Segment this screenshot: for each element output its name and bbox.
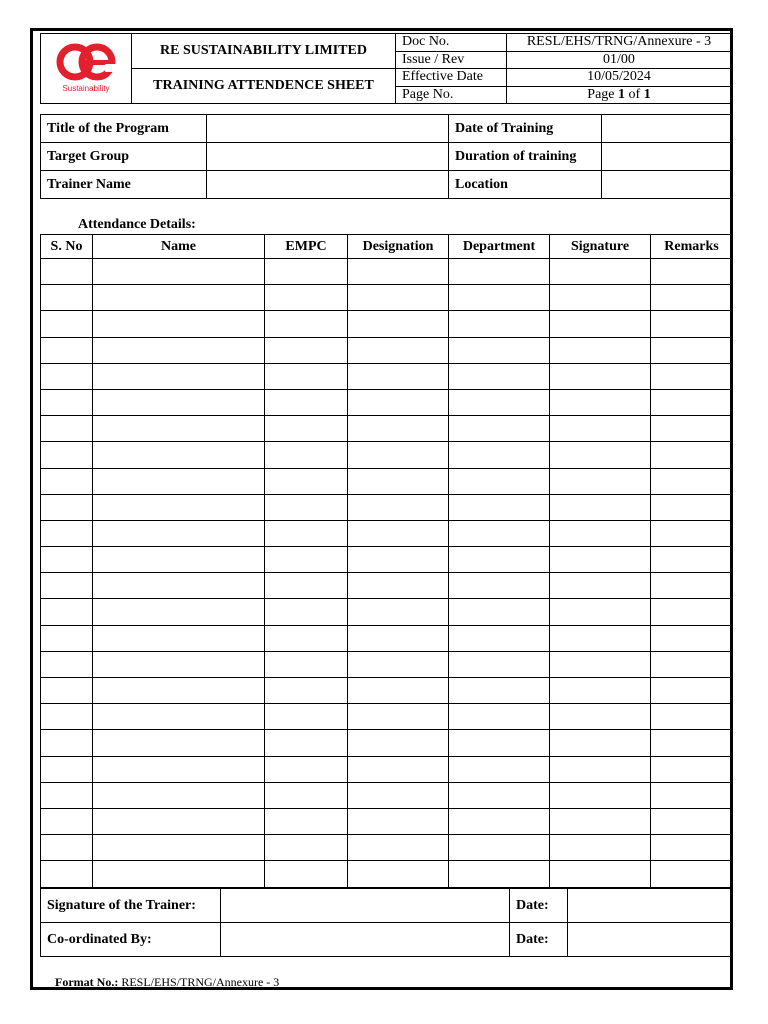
remarks-cell[interactable] xyxy=(651,599,733,625)
remarks-cell[interactable] xyxy=(651,808,733,834)
page-total: 1 xyxy=(643,86,651,102)
name-cell[interactable] xyxy=(93,782,265,808)
effective-date-value: 10/05/2024 xyxy=(507,69,732,87)
designation-cell[interactable] xyxy=(348,599,449,625)
empc-cell[interactable] xyxy=(265,678,348,704)
sno-cell[interactable] xyxy=(41,259,93,285)
attendance-row xyxy=(41,311,733,337)
sno-cell[interactable] xyxy=(41,678,93,704)
col-header-designation: Designation xyxy=(348,235,449,259)
department-cell[interactable] xyxy=(449,285,550,311)
department-cell[interactable] xyxy=(449,547,550,573)
attendance-row xyxy=(41,704,733,730)
title-of-program-label: Title of the Program xyxy=(41,115,207,143)
remarks-cell[interactable] xyxy=(651,520,733,546)
attendance-row xyxy=(41,547,733,573)
name-cell[interactable] xyxy=(93,468,265,494)
footer-signature-table xyxy=(40,888,732,957)
signature-cell[interactable] xyxy=(550,389,651,415)
attendance-row xyxy=(41,782,733,808)
logo-tagline: Sustainability xyxy=(62,83,110,93)
coordinated-date-label: Date: xyxy=(510,923,568,957)
sno-cell[interactable] xyxy=(41,337,93,363)
name-cell[interactable] xyxy=(93,651,265,677)
trainer-date-field[interactable] xyxy=(568,889,732,923)
remarks-cell[interactable] xyxy=(651,547,733,573)
trainer-signature-label: Signature of the Trainer: xyxy=(41,889,221,923)
signature-cell[interactable] xyxy=(550,704,651,730)
doc-no-label: Doc No. xyxy=(396,34,507,52)
signature-cell[interactable] xyxy=(550,782,651,808)
name-cell[interactable] xyxy=(93,573,265,599)
remarks-cell[interactable] xyxy=(651,285,733,311)
designation-cell[interactable] xyxy=(348,756,449,782)
designation-cell[interactable] xyxy=(348,311,449,337)
attendance-row xyxy=(41,416,733,442)
designation-cell[interactable] xyxy=(348,861,449,887)
signature-cell[interactable] xyxy=(550,625,651,651)
designation-cell[interactable] xyxy=(348,730,449,756)
attendance-row xyxy=(41,651,733,677)
sno-cell[interactable] xyxy=(41,599,93,625)
col-header-empc: EMPC xyxy=(265,235,348,259)
attendance-table xyxy=(40,234,733,888)
sno-cell[interactable] xyxy=(41,416,93,442)
department-cell[interactable] xyxy=(449,337,550,363)
department-cell[interactable] xyxy=(449,468,550,494)
signature-cell[interactable] xyxy=(550,651,651,677)
format-number-label: Format No.: xyxy=(55,975,119,989)
empc-cell[interactable] xyxy=(265,337,348,363)
department-cell[interactable] xyxy=(449,573,550,599)
designation-cell[interactable] xyxy=(348,468,449,494)
designation-cell[interactable] xyxy=(348,337,449,363)
name-cell[interactable] xyxy=(93,756,265,782)
empc-cell[interactable] xyxy=(265,547,348,573)
signature-cell[interactable] xyxy=(550,861,651,887)
designation-cell[interactable] xyxy=(348,520,449,546)
name-cell[interactable] xyxy=(93,389,265,415)
empc-cell[interactable] xyxy=(265,285,348,311)
program-info-table xyxy=(40,114,732,199)
empc-cell[interactable] xyxy=(265,599,348,625)
logo-mark-icon xyxy=(55,42,117,82)
sno-cell[interactable] xyxy=(41,651,93,677)
name-cell[interactable] xyxy=(93,625,265,651)
empc-cell[interactable] xyxy=(265,730,348,756)
attendance-rows xyxy=(41,259,733,888)
signature-cell[interactable] xyxy=(550,599,651,625)
empc-cell[interactable] xyxy=(265,389,348,415)
sno-cell[interactable] xyxy=(41,808,93,834)
name-cell[interactable] xyxy=(93,861,265,887)
department-cell[interactable] xyxy=(449,756,550,782)
designation-cell[interactable] xyxy=(348,782,449,808)
coordinated-date-field[interactable] xyxy=(568,923,732,957)
designation-cell[interactable] xyxy=(348,704,449,730)
signature-cell[interactable] xyxy=(550,573,651,599)
effective-date-label: Effective Date xyxy=(396,69,507,87)
duration-field[interactable] xyxy=(602,143,732,171)
signature-cell[interactable] xyxy=(550,311,651,337)
signature-cell[interactable] xyxy=(550,259,651,285)
attendance-row xyxy=(41,468,733,494)
department-cell[interactable] xyxy=(449,259,550,285)
designation-cell[interactable] xyxy=(348,259,449,285)
designation-cell[interactable] xyxy=(348,547,449,573)
attendance-details-title: Attendance Details: xyxy=(78,217,196,232)
remarks-cell[interactable] xyxy=(651,416,733,442)
signature-cell[interactable] xyxy=(550,520,651,546)
doc-no-value: RESL/EHS/TRNG/Annexure - 3 xyxy=(507,34,732,52)
trainer-name-label: Trainer Name xyxy=(41,171,207,199)
designation-cell[interactable] xyxy=(348,389,449,415)
remarks-cell[interactable] xyxy=(651,730,733,756)
signature-cell[interactable] xyxy=(550,363,651,389)
sno-cell[interactable] xyxy=(41,468,93,494)
coordinated-by-label: Co-ordinated By: xyxy=(41,923,221,957)
page-of: of xyxy=(628,86,641,102)
trainer-name-field[interactable] xyxy=(207,171,449,199)
remarks-cell[interactable] xyxy=(651,442,733,468)
name-cell[interactable] xyxy=(93,311,265,337)
sno-cell[interactable] xyxy=(41,704,93,730)
attendance-row xyxy=(41,808,733,834)
name-cell[interactable] xyxy=(93,520,265,546)
remarks-cell[interactable] xyxy=(651,861,733,887)
attendance-header-row xyxy=(41,235,733,259)
remarks-cell[interactable] xyxy=(651,337,733,363)
remarks-cell[interactable] xyxy=(651,756,733,782)
sno-cell[interactable] xyxy=(41,363,93,389)
designation-cell[interactable] xyxy=(348,494,449,520)
designation-cell[interactable] xyxy=(348,285,449,311)
name-cell[interactable] xyxy=(93,337,265,363)
empc-cell[interactable] xyxy=(265,861,348,887)
remarks-cell[interactable] xyxy=(651,468,733,494)
empc-cell[interactable] xyxy=(265,416,348,442)
sno-cell[interactable] xyxy=(41,285,93,311)
signature-cell[interactable] xyxy=(550,442,651,468)
empc-cell[interactable] xyxy=(265,782,348,808)
signature-cell[interactable] xyxy=(550,835,651,861)
attendance-row xyxy=(41,259,733,285)
name-cell[interactable] xyxy=(93,363,265,389)
attendance-row xyxy=(41,285,733,311)
sno-cell[interactable] xyxy=(41,861,93,887)
date-of-training-label: Date of Training xyxy=(449,115,602,143)
empc-cell[interactable] xyxy=(265,311,348,337)
remarks-cell[interactable] xyxy=(651,363,733,389)
name-cell[interactable] xyxy=(93,599,265,625)
signature-cell[interactable] xyxy=(550,468,651,494)
duration-label: Duration of training xyxy=(449,143,602,171)
empc-cell[interactable] xyxy=(265,259,348,285)
empc-cell[interactable] xyxy=(265,442,348,468)
attendance-row xyxy=(41,756,733,782)
attendance-row xyxy=(41,337,733,363)
sno-cell[interactable] xyxy=(41,389,93,415)
coordinated-by-field[interactable] xyxy=(221,923,510,957)
name-cell[interactable] xyxy=(93,494,265,520)
department-cell[interactable] xyxy=(449,808,550,834)
department-cell[interactable] xyxy=(449,494,550,520)
department-cell[interactable] xyxy=(449,782,550,808)
department-cell[interactable] xyxy=(449,416,550,442)
department-cell[interactable] xyxy=(449,704,550,730)
name-cell[interactable] xyxy=(93,835,265,861)
remarks-cell[interactable] xyxy=(651,573,733,599)
signature-cell[interactable] xyxy=(550,808,651,834)
signature-cell[interactable] xyxy=(550,678,651,704)
department-cell[interactable] xyxy=(449,599,550,625)
name-cell[interactable] xyxy=(93,285,265,311)
sno-cell[interactable] xyxy=(41,835,93,861)
remarks-cell[interactable] xyxy=(651,651,733,677)
location-label: Location xyxy=(449,171,602,199)
department-cell[interactable] xyxy=(449,678,550,704)
attendance-row xyxy=(41,389,733,415)
attendance-row xyxy=(41,363,733,389)
page-current: 1 xyxy=(618,86,626,102)
name-cell[interactable] xyxy=(93,730,265,756)
sno-cell[interactable] xyxy=(41,730,93,756)
remarks-cell[interactable] xyxy=(651,782,733,808)
department-cell[interactable] xyxy=(449,442,550,468)
date-of-training-field[interactable] xyxy=(602,115,732,143)
department-cell[interactable] xyxy=(449,520,550,546)
signature-cell[interactable] xyxy=(550,494,651,520)
format-number-value: RESL/EHS/TRNG/Annexure - 3 xyxy=(121,975,280,989)
issue-value: 01/00 xyxy=(507,51,732,69)
col-header-sno: S. No xyxy=(41,235,93,259)
name-cell[interactable] xyxy=(93,259,265,285)
attendance-row xyxy=(41,835,733,861)
designation-cell[interactable] xyxy=(348,442,449,468)
empc-cell[interactable] xyxy=(265,468,348,494)
attendance-row xyxy=(41,573,733,599)
empc-cell[interactable] xyxy=(265,756,348,782)
attendance-row xyxy=(41,520,733,546)
title-of-program-field[interactable] xyxy=(207,115,449,143)
document-header xyxy=(40,33,732,104)
signature-cell[interactable] xyxy=(550,730,651,756)
designation-cell[interactable] xyxy=(348,573,449,599)
department-cell[interactable] xyxy=(449,311,550,337)
format-number xyxy=(55,975,279,990)
sheet-title: TRAINING ATTENDENCE SHEET xyxy=(132,69,396,104)
logo-cell xyxy=(41,34,132,104)
empc-cell[interactable] xyxy=(265,835,348,861)
sno-cell[interactable] xyxy=(41,625,93,651)
page-no-value xyxy=(507,86,732,104)
designation-cell[interactable] xyxy=(348,678,449,704)
remarks-cell[interactable] xyxy=(651,704,733,730)
department-cell[interactable] xyxy=(449,835,550,861)
designation-cell[interactable] xyxy=(348,651,449,677)
page-no-label: Page No. xyxy=(396,86,507,104)
sno-cell[interactable] xyxy=(41,520,93,546)
designation-cell[interactable] xyxy=(348,416,449,442)
signature-cell[interactable] xyxy=(550,756,651,782)
department-cell[interactable] xyxy=(449,363,550,389)
col-header-remarks: Remarks xyxy=(651,235,733,259)
issue-label: Issue / Rev xyxy=(396,51,507,69)
remarks-cell[interactable] xyxy=(651,259,733,285)
signature-cell[interactable] xyxy=(550,416,651,442)
company-logo xyxy=(41,36,131,102)
designation-cell[interactable] xyxy=(348,835,449,861)
name-cell[interactable] xyxy=(93,704,265,730)
sno-cell[interactable] xyxy=(41,782,93,808)
department-cell[interactable] xyxy=(449,651,550,677)
trainer-date-label: Date: xyxy=(510,889,568,923)
empc-cell[interactable] xyxy=(265,494,348,520)
name-cell[interactable] xyxy=(93,678,265,704)
empc-cell[interactable] xyxy=(265,520,348,546)
department-cell[interactable] xyxy=(449,625,550,651)
department-cell[interactable] xyxy=(449,389,550,415)
attendance-row xyxy=(41,678,733,704)
col-header-department: Department xyxy=(449,235,550,259)
sno-cell[interactable] xyxy=(41,311,93,337)
remarks-cell[interactable] xyxy=(651,678,733,704)
department-cell[interactable] xyxy=(449,730,550,756)
designation-cell[interactable] xyxy=(348,808,449,834)
empc-cell[interactable] xyxy=(265,808,348,834)
attendance-row xyxy=(41,730,733,756)
name-cell[interactable] xyxy=(93,547,265,573)
location-field[interactable] xyxy=(602,171,732,199)
signature-cell[interactable] xyxy=(550,547,651,573)
company-name: RE SUSTAINABILITY LIMITED xyxy=(132,34,396,69)
empc-cell[interactable] xyxy=(265,363,348,389)
remarks-cell[interactable] xyxy=(651,494,733,520)
signature-cell[interactable] xyxy=(550,285,651,311)
remarks-cell[interactable] xyxy=(651,835,733,861)
department-cell[interactable] xyxy=(449,861,550,887)
designation-cell[interactable] xyxy=(348,363,449,389)
attendance-row xyxy=(41,861,733,887)
sno-cell[interactable] xyxy=(41,547,93,573)
target-group-label: Target Group xyxy=(41,143,207,171)
attendance-row xyxy=(41,494,733,520)
remarks-cell[interactable] xyxy=(651,625,733,651)
page-word: Page xyxy=(587,86,615,102)
col-header-name: Name xyxy=(93,235,265,259)
attendance-row xyxy=(41,442,733,468)
empc-cell[interactable] xyxy=(265,573,348,599)
sno-cell[interactable] xyxy=(41,573,93,599)
remarks-cell[interactable] xyxy=(651,311,733,337)
target-group-field[interactable] xyxy=(207,143,449,171)
col-header-signature: Signature xyxy=(550,235,651,259)
designation-cell[interactable] xyxy=(348,625,449,651)
name-cell[interactable] xyxy=(93,442,265,468)
name-cell[interactable] xyxy=(93,416,265,442)
attendance-row xyxy=(41,599,733,625)
sno-cell[interactable] xyxy=(41,494,93,520)
trainer-signature-field[interactable] xyxy=(221,889,510,923)
empc-cell[interactable] xyxy=(265,704,348,730)
name-cell[interactable] xyxy=(93,808,265,834)
sno-cell[interactable] xyxy=(41,442,93,468)
attendance-row xyxy=(41,625,733,651)
sno-cell[interactable] xyxy=(41,756,93,782)
empc-cell[interactable] xyxy=(265,625,348,651)
empc-cell[interactable] xyxy=(265,651,348,677)
remarks-cell[interactable] xyxy=(651,389,733,415)
signature-cell[interactable] xyxy=(550,337,651,363)
